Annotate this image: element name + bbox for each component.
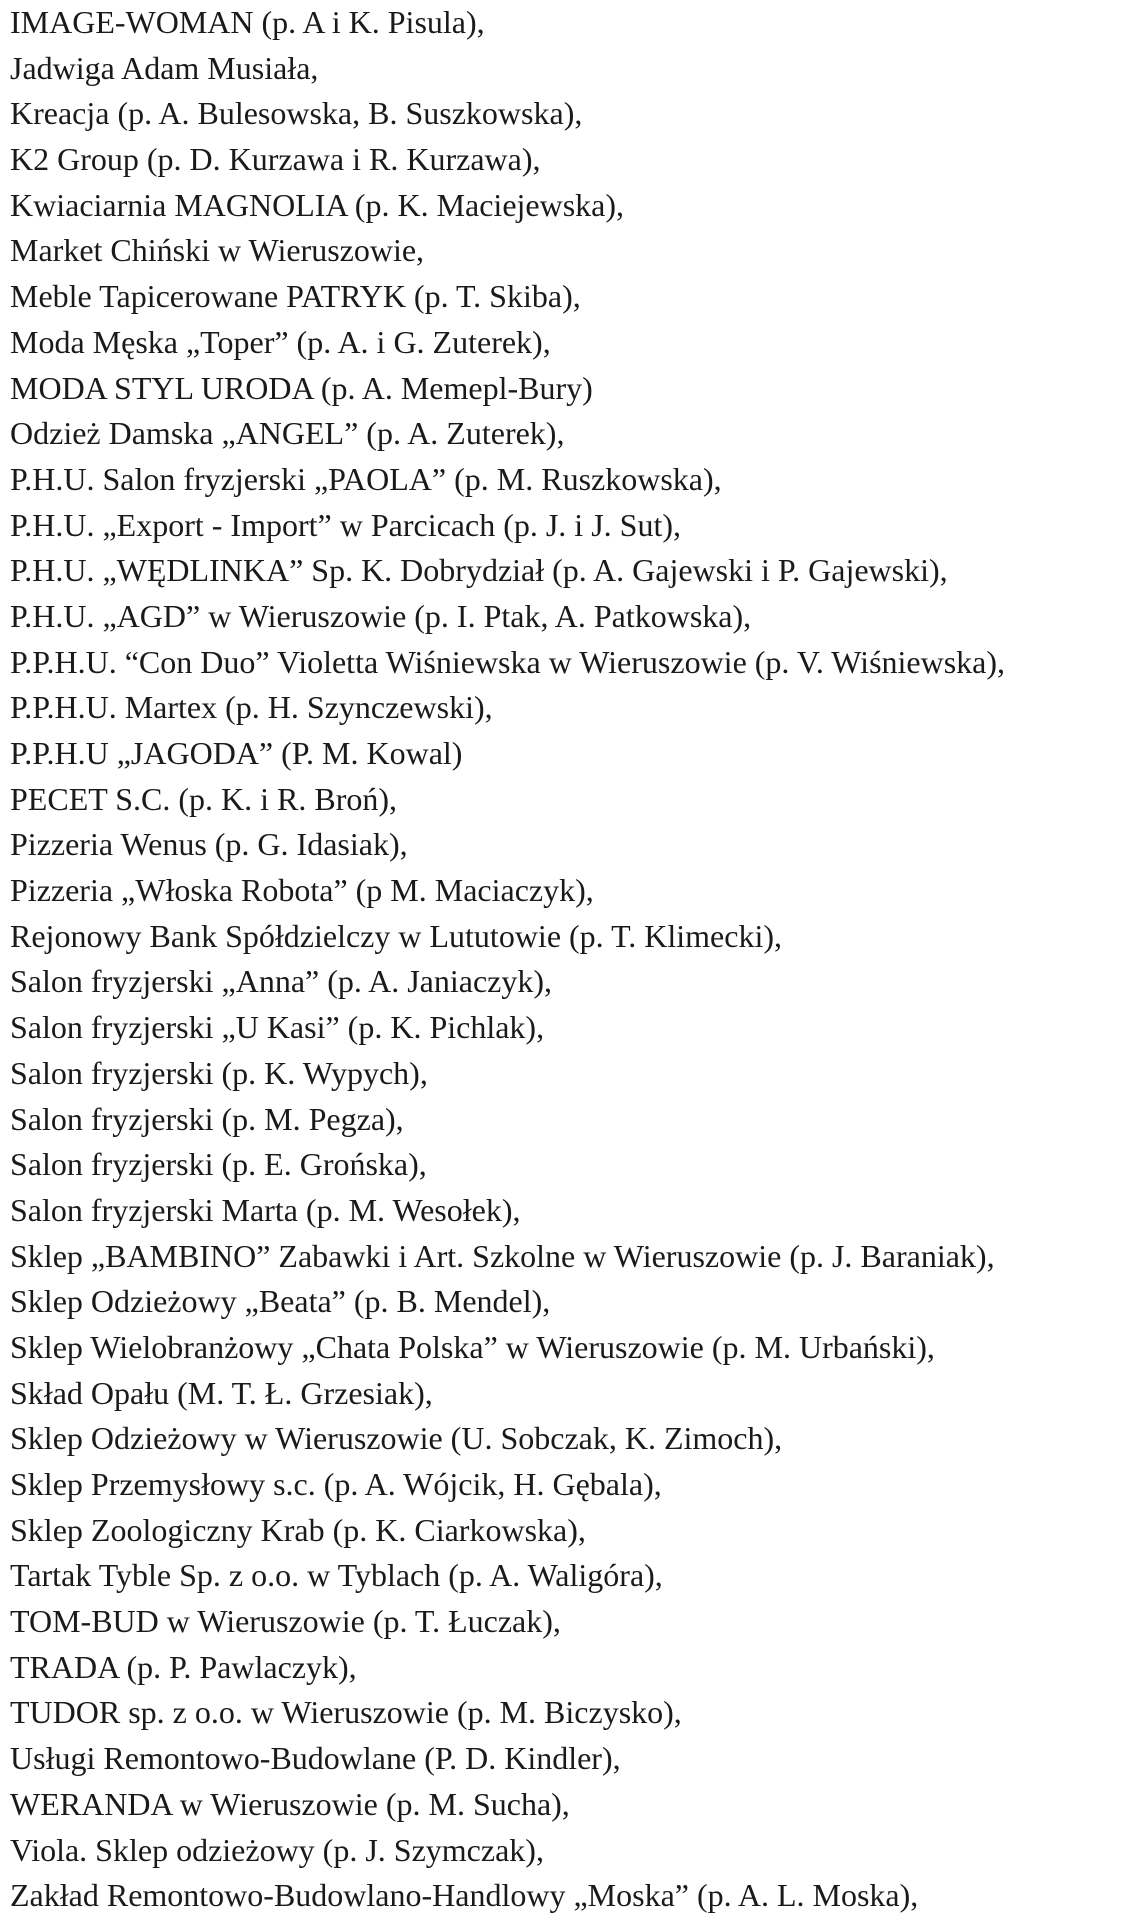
list-item: P.P.H.U. “Con Duo” Violetta Wiśniewska w Wieruszowie (p. V. Wiśniewska),	[10, 643, 1006, 680]
list-item: Kreacja (p. A. Bulesowska, B. Suszkowska),	[10, 95, 583, 132]
list-item: Jadwiga Adam Musiała,	[10, 49, 319, 86]
list-item: Usługi Remontowo-Budowlane (P. D. Kindler),	[10, 1740, 621, 1777]
list-item: P.H.U. „WĘDLINKA” Sp. K. Dobrydział (p. A. Gajewski i P. Gajewski),	[10, 552, 948, 589]
list-item: Sklep Odzieżowy w Wieruszowie (U. Sobczak, K. Zimoch),	[10, 1420, 783, 1457]
list-item: K2 Group (p. D. Kurzawa i R. Kurzawa),	[10, 141, 541, 178]
list-item: Sklep „BAMBINO” Zabawki i Art. Szkolne w Wieruszowie (p. J. Baraniak),	[10, 1237, 995, 1274]
list-item: Zakład Remontowo-Budowlano-Handlowy „Moska” (p. A. L. Moska),	[10, 1877, 919, 1914]
list-item: Rejonowy Bank Spółdzielczy w Lututowie (p. T. Klimecki),	[10, 917, 782, 954]
list-item: IMAGE-WOMAN (p. A i K. Pisula),	[10, 4, 485, 40]
list-item: TOM-BUD w Wieruszowie (p. T. Łuczak),	[10, 1603, 561, 1640]
list-item: P.P.H.U. Martex (p. H. Szynczewski),	[10, 689, 493, 726]
list-item: P.H.U. „Export - Import” w Parcicach (p. J. i J. Sut),	[10, 506, 681, 543]
list-item: TUDOR sp. z o.o. w Wieruszowie (p. M. Biczysko),	[10, 1694, 682, 1731]
list-item: Salon fryzjerski (p. M. Pegza),	[10, 1100, 404, 1137]
list-item: Salon fryzjerski Marta (p. M. Wesołek),	[10, 1191, 521, 1228]
list-item: WERANDA w Wieruszowie (p. M. Sucha),	[10, 1785, 570, 1822]
list-item: Salon fryzjerski (p. E. Grońska),	[10, 1146, 427, 1183]
list-item: Pizzeria Wenus (p. G. Idasiak),	[10, 826, 408, 863]
list-item: MODA STYL URODA (p. A. Memepl-Bury)	[10, 369, 593, 406]
list-item: Sklep Wielobranżowy „Chata Polska” w Wieruszowie (p. M. Urbański),	[10, 1328, 935, 1365]
list-item: Moda Męska „Toper” (p. A. i G. Zuterek),	[10, 323, 551, 360]
list-item: P.H.U. „AGD” w Wieruszowie (p. I. Ptak, A. Patkowska),	[10, 597, 752, 634]
list-item: Salon fryzjerski „Anna” (p. A. Janiaczyk),	[10, 963, 553, 1000]
sponsor-list	[10, 0, 1130, 1919]
list-item: Kwiaciarnia MAGNOLIA (p. K. Maciejewska),	[10, 186, 625, 223]
list-item: Pizzeria „Włoska Robota” (p M. Maciaczyk),	[10, 872, 594, 909]
list-item: Salon fryzjerski (p. K. Wypych),	[10, 1054, 428, 1091]
list-item: PECET S.C. (p. K. i R. Broń),	[10, 780, 397, 817]
list-item: Skład Opału (M. T. Ł. Grzesiak),	[10, 1374, 433, 1411]
list-item: Viola. Sklep odzieżowy (p. J. Szymczak),	[10, 1831, 544, 1868]
list-item: Odzież Damska „ANGEL” (p. A. Zuterek),	[10, 415, 565, 452]
list-item: Sklep Zoologiczny Krab (p. K. Ciarkowska),	[10, 1511, 586, 1548]
list-item: Sklep Odzieżowy „Beata” (p. B. Mendel),	[10, 1283, 551, 1320]
list-item: P.H.U. Salon fryzjerski „PAOLA” (p. M. Ruszkowska),	[10, 460, 722, 497]
list-item: P.P.H.U „JAGODA” (P. M. Kowal)	[10, 735, 463, 771]
list-item: TRADA (p. P. Pawlaczyk),	[10, 1648, 357, 1685]
list-item: Meble Tapicerowane PATRYK (p. T. Skiba),	[10, 278, 581, 315]
list-item: Tartak Tyble Sp. z o.o. w Tyblach (p. A. Waligóra),	[10, 1557, 663, 1594]
list-item: Market Chiński w Wieruszowie,	[10, 232, 425, 269]
list-item: Sklep Przemysłowy s.c. (p. A. Wójcik, H. Gębala),	[10, 1466, 662, 1502]
list-item: Salon fryzjerski „U Kasi” (p. K. Pichlak),	[10, 1009, 545, 1046]
